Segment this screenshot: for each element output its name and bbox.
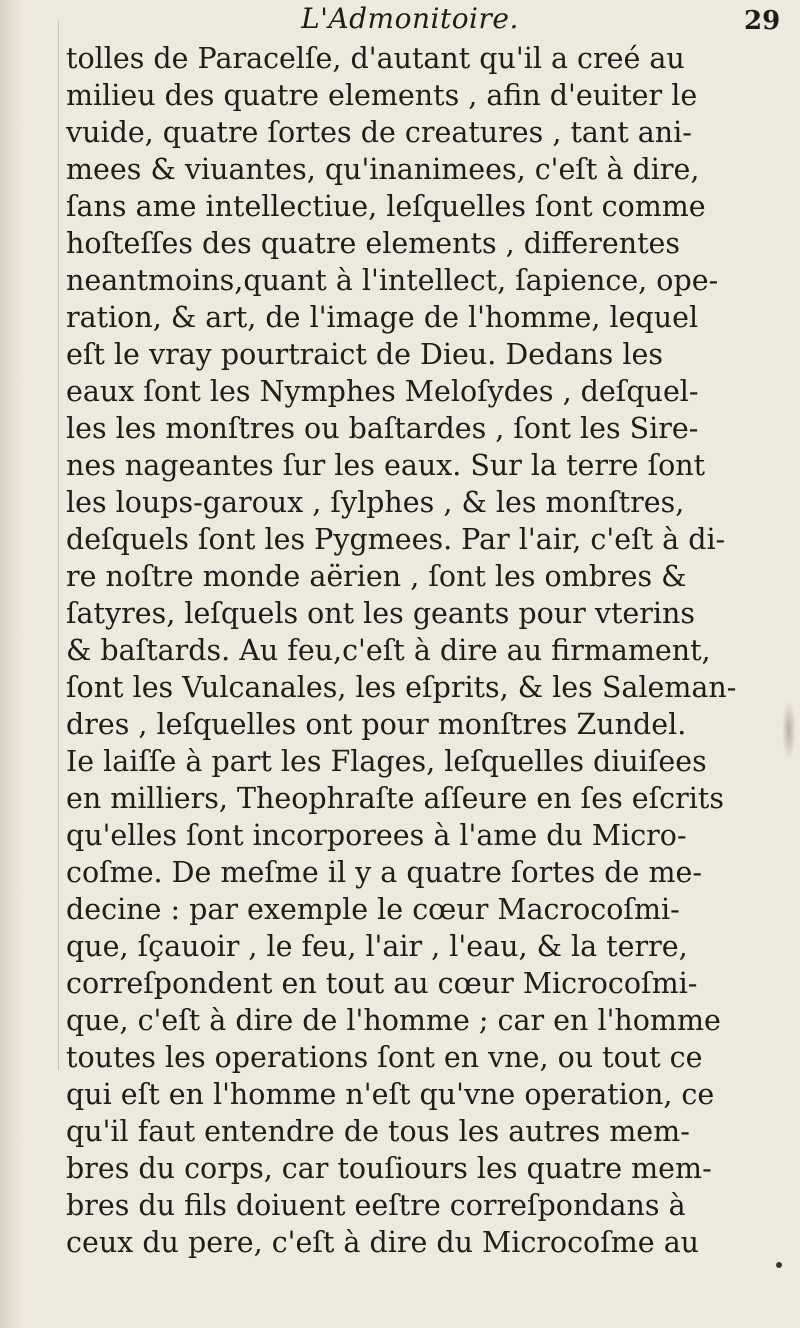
page-number: 29: [744, 6, 781, 36]
text-line: correſpondent en tout au cœur Microcoſmi-: [66, 967, 698, 1000]
text-line: vuide, quatre ſortes de creatures , tant ani-: [66, 116, 692, 149]
text-line: que, ſçauoir , le feu, l'air , l'eau, & la terre,: [66, 930, 688, 963]
text-line: qu'il faut entendre de tous les autres mem-: [66, 1115, 690, 1148]
text-line: en milliers, Theophraſte aſſeure en ſes eſcrits: [66, 782, 724, 815]
text-line: ſans ame intellectiue, leſquelles ſont comme: [66, 190, 706, 223]
text-line: milieu des quatre elements , afin d'euiter le: [66, 79, 698, 112]
margin-stain: [782, 700, 796, 760]
text-line: decine : par exemple le cœur Macrocoſmi-: [66, 893, 680, 926]
text-line: re noſtre monde aërien , ſont les ombres &: [66, 560, 687, 593]
margin-rule: [58, 20, 59, 1070]
ink-dot: [776, 1262, 782, 1268]
text-line: les les monſtres ou baſtardes , ſont les Sire-: [66, 412, 699, 445]
text-line: hoſteſſes des quatre elements , differentes: [66, 227, 681, 260]
running-head: L'Admonitoire.: [301, 2, 519, 35]
text-line: qu'elles ſont incorporees à l'ame du Micro-: [66, 819, 687, 852]
text-line: Ie laiſſe à part les Flages, leſquelles diuiſees: [66, 745, 707, 778]
text-line: mees & viuantes, qu'inanimees, c'eſt à dire,: [66, 153, 700, 186]
text-line: dres , leſquelles ont pour monſtres Zundel.: [66, 708, 687, 741]
text-line: nes nageantes ſur les eaux. Sur la terre ſont: [66, 449, 706, 482]
text-line: & baſtards. Au feu,c'eſt à dire au firmament,: [66, 634, 711, 667]
text-line: bres du fils doiuent eeſtre correſpondans à: [66, 1189, 686, 1222]
text-line: ſatyres, leſquels ont les geants pour vterins: [66, 597, 695, 630]
text-line: les loups-garoux , ſylphes , & les monſtres,: [66, 486, 685, 519]
text-line: tolles de Paracelſe, d'autant qu'il a creé au: [66, 42, 685, 75]
text-line: eſt le vray pourtraict de Dieu. Dedans les: [66, 338, 663, 371]
text-line: qui eſt en l'homme n'eſt qu'vne operation, ce: [66, 1078, 715, 1111]
text-line: que, c'eſt à dire de l'homme ; car en l'homme: [66, 1004, 721, 1037]
text-line: bres du corps, car touſiours les quatre mem-: [66, 1152, 712, 1185]
page-edge-shadow: [0, 0, 22, 1328]
text-line: ceux du pere, c'eſt à dire du Microcoſme au: [66, 1226, 700, 1259]
text-line: toutes les operations ſont en vne, ou tout ce: [66, 1041, 703, 1074]
text-line: coſme. De meſme il y a quatre ſortes de me-: [66, 856, 702, 889]
text-line: deſquels ſont les Pygmees. Par l'air, c'eſt à di-: [66, 523, 726, 556]
body-text: [66, 40, 786, 1261]
text-line: ration, & art, de l'image de l'homme, lequel: [66, 301, 699, 334]
text-line: ſont les Vulcanales, les eſprits, & les Saleman-: [66, 671, 737, 704]
text-line: eaux ſont les Nymphes Meloſydes , deſquel-: [66, 375, 699, 408]
text-line: neantmoins,quant à l'intellect, ſapience, ope-: [66, 264, 719, 297]
